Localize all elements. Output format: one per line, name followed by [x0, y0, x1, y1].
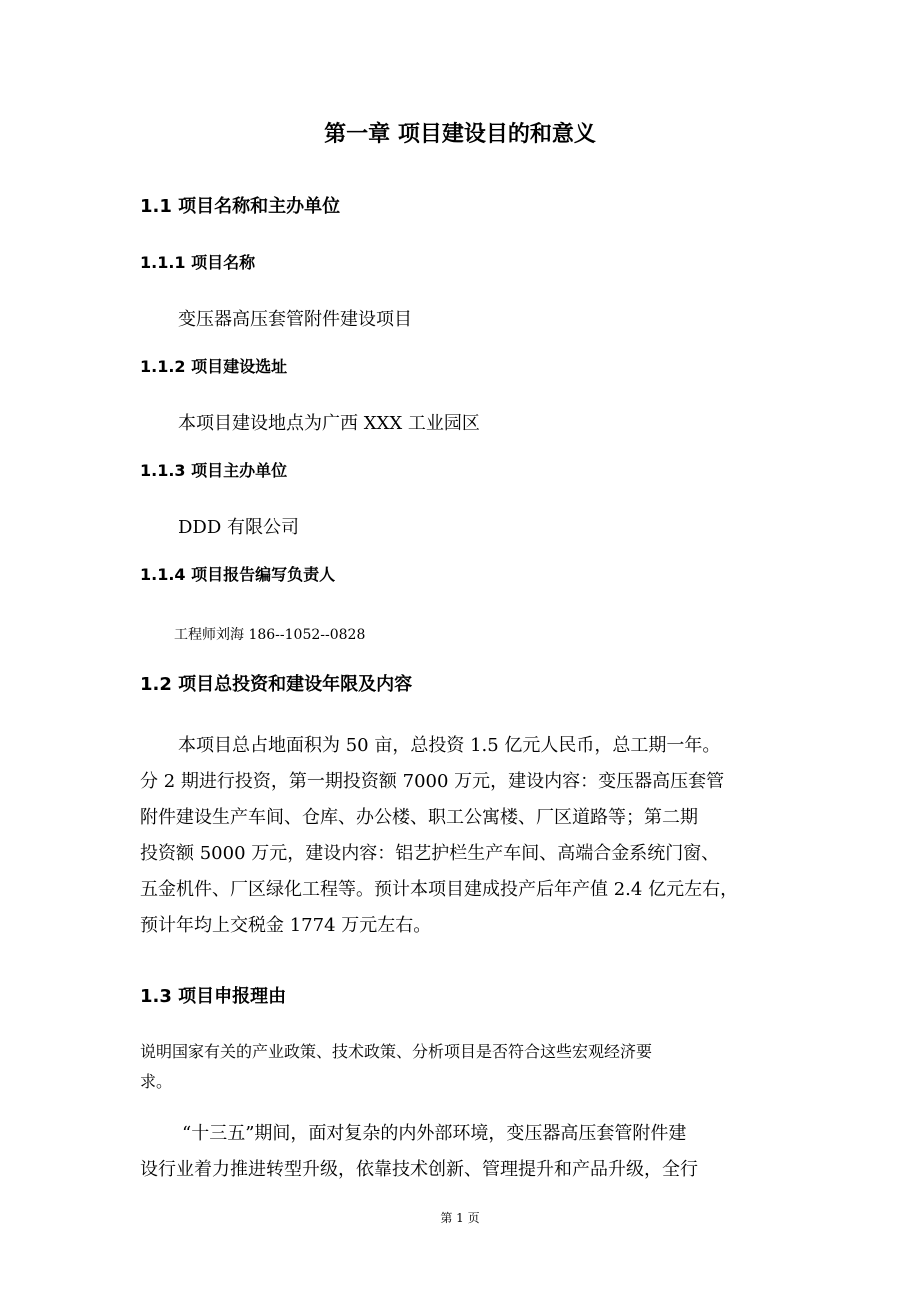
paragraph-line: 五金机件、厂区绿化工程等。预计本项目建成投产后年产值 2.4 亿元左右， [140, 879, 739, 900]
project-sponsor-text [140, 510, 790, 546]
paragraph-line: 投资额 5000 万元，建设内容：铝艺护栏生产车间、高端合金系统门窗、 [140, 843, 720, 864]
chapter-title: 第一章 项目建设目的和意义 [324, 122, 596, 147]
project-name-text [140, 302, 790, 338]
section-heading-1-2: 1.2 项目总投资和建设年限及内容 [140, 674, 413, 695]
paragraph-line: 附件建设生产车间、仓库、办公楼、职工公寓楼、厂区道路等；第二期 [140, 807, 698, 828]
paragraph-line: 设行业着力推进转型升级，依靠技术创新、管理提升和产品升级，全行 [140, 1159, 698, 1180]
project-sponsor-line: DDD 有限公司 [178, 517, 300, 538]
section-heading-1-1: 1.1 项目名称和主办单位 [140, 196, 341, 217]
page-number: 第 1 页 [440, 1211, 480, 1225]
paragraph-line: 分 2 期进行投资，第一期投资额 7000 万元，建设内容：变压器高压套管 [140, 771, 725, 792]
section-heading-1-3: 1.3 项目申报理由 [140, 986, 287, 1007]
paragraph-line: 预计年均上交税金 1774 万元左右。 [140, 915, 432, 936]
paragraph-line: 求。 [140, 1072, 173, 1091]
report-author-contact: 工程师刘海 186--1052--0828 [174, 627, 366, 643]
project-site-text [140, 406, 790, 442]
investment-paragraph [140, 728, 790, 944]
project-name-line: 变压器高压套管附件建设项目 [178, 309, 412, 330]
section-heading-1-1-2: 1.1.2 项目建设选址 [140, 357, 288, 376]
section-heading-1-1-4: 1.1.4 项目报告编写负责人 [140, 565, 336, 584]
policy-paragraph [140, 1037, 790, 1097]
paragraph-line: 说明国家有关的产业政策、技术政策、分析项目是否符合这些宏观经济要 [140, 1042, 653, 1061]
section-heading-1-1-3: 1.1.3 项目主办单位 [140, 461, 288, 480]
paragraph-line: “十三五”期间，面对复杂的内外部环境，变压器高压套管附件建 [182, 1123, 687, 1144]
paragraph-line: 本项目总占地面积为 50 亩，总投资 1.5 亿元人民币，总工期一年。 [178, 735, 721, 756]
section-heading-1-1-1: 1.1.1 项目名称 [140, 253, 256, 272]
project-site-line: 本项目建设地点为广西 XXX 工业园区 [178, 413, 480, 434]
thirteenth-five-year-paragraph [140, 1116, 790, 1188]
